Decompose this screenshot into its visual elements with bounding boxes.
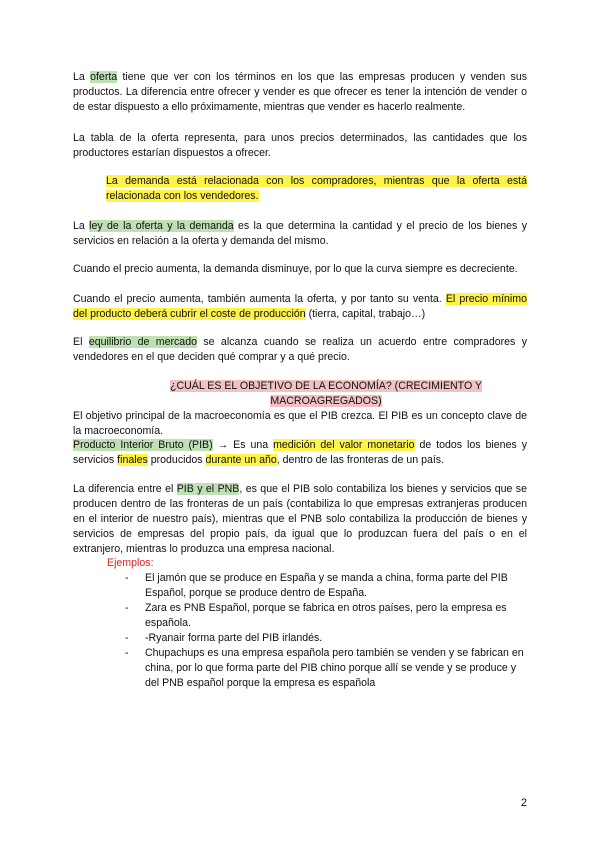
paragraph-precio-minimo	[73, 292, 527, 322]
highlight-pib: Producto Interior Bruto (PIB)	[73, 439, 213, 451]
text: Cuando el precio aumenta, también aumenta la oferta, y por tanto su venta.	[73, 293, 446, 305]
paragraph-oferta	[73, 70, 527, 115]
highlight-ley: ley de la oferta y la demanda	[89, 220, 234, 232]
heading-text: ¿CUÁL ES EL OBJETIVO DE LA ECONOMÍA? (CRECIMIENTO Y MACROAGREGADOS)	[170, 380, 482, 407]
highlight-finales: finales	[117, 454, 148, 466]
list-item	[125, 601, 527, 631]
paragraph-tabla-oferta: La tabla de la oferta representa, para unos precios determinados, las cantidades que los productores estarían dispuestos a ofrecer.	[73, 132, 527, 159]
paragraph-ley-oferta-demanda	[73, 219, 527, 249]
list-item-text: Zara es PNB Español, porque se fabrica en otros países, pero la empresa es española.	[145, 602, 507, 629]
highlight-valor-monetario: medición del valor monetario	[273, 439, 415, 451]
text: producidos	[147, 454, 206, 466]
examples-label: Ejemplos:	[107, 557, 154, 569]
dash-bullet: -	[125, 572, 129, 584]
text: , es que el PIB solo contabiliza los bienes y servicios que se producen dentro de las fronteras de un país (contabiliza lo que empresas extranjeras producen en el interior de nuestro país), mientras que el PNB solo contabiliza la producción de bienes y servicios de empresas del propio país, da igual que lo produzcan fuera del país o en el extranjero, mientras lo produzca una empresa nacional.	[73, 483, 527, 555]
list-item	[125, 571, 527, 601]
list-item	[125, 646, 527, 691]
list-item-text: -Ryanair forma parte del PIB irlandés.	[145, 632, 323, 644]
paragraph-pib-vs-pnb	[73, 482, 527, 557]
highlight-equilibrio: equilibrio de mercado	[88, 336, 197, 348]
highlight-oferta: oferta	[90, 71, 118, 83]
text: La diferencia entre el	[73, 483, 177, 495]
text: es la que determina la cantidad y el precio de los bienes y servicios en relación a la oferta y demanda del mismo.	[73, 220, 527, 247]
text: → Es una	[212, 439, 274, 451]
dash-bullet: -	[125, 647, 129, 659]
dash-bullet: -	[125, 602, 129, 614]
highlight-pib-pnb: PIB y el PNB	[176, 483, 240, 495]
paragraph-definicion-pib	[73, 438, 527, 468]
dash-bullet: -	[125, 632, 129, 644]
paragraph-demanda-decreciente: Cuando el precio aumenta, la demanda disminuye, por lo que la curva siempre es decreciente.	[73, 263, 518, 275]
section-heading	[150, 379, 502, 409]
list-item-text: El jamón que se produce en España y se manda a china, forma parte del PIB Español, porque se produce dentro de España.	[145, 572, 508, 599]
list-item	[125, 631, 527, 646]
highlight-precio-minimo: El precio mínimo del producto deberá cubrir el coste de producción	[73, 293, 527, 320]
highlight-callout: La demanda está relacionada con los compradores, mientras que la oferta está relacionada con los vendedores.	[106, 175, 527, 202]
text: tiene que ver con los términos en los que las empresas producen y venden sus productos. La diferencia entre ofrecer y vender es que ofrecer es tener la intención de vender o de estar dispuesto a ello próximamente, mientras que vender es hacerlo realmente.	[73, 71, 528, 113]
page-number: 2	[520, 797, 527, 809]
highlight-durante-un-ano: durante un año	[205, 454, 277, 466]
paragraph-objetivo-pib: El objetivo principal de la macroeconomía es que el PIB crezca. El PIB es un concepto clave de la macroeconomía.	[73, 410, 527, 437]
text: La	[73, 220, 90, 232]
text: El	[73, 336, 89, 348]
callout-demanda-oferta	[106, 174, 527, 204]
text: de todos los bienes y servicios	[73, 439, 527, 466]
list-item-text: Chupachups es una empresa española pero también se venden y se fabrican en china, por lo que forma parte del PIB chino porque allí se vende y se produce y del PNB español porque la empresa es española	[145, 647, 524, 689]
text: La	[73, 71, 91, 83]
paragraph-equilibrio	[73, 335, 527, 365]
text: , dentro de las fronteras de un país.	[276, 454, 445, 466]
examples-list	[125, 571, 527, 691]
text: se alcanza cuando se realiza un acuerdo entre compradores y vendedores en el que deciden qué comprar y a qué precio.	[73, 336, 527, 363]
text: (tierra, capital, trabajo…)	[305, 308, 426, 320]
